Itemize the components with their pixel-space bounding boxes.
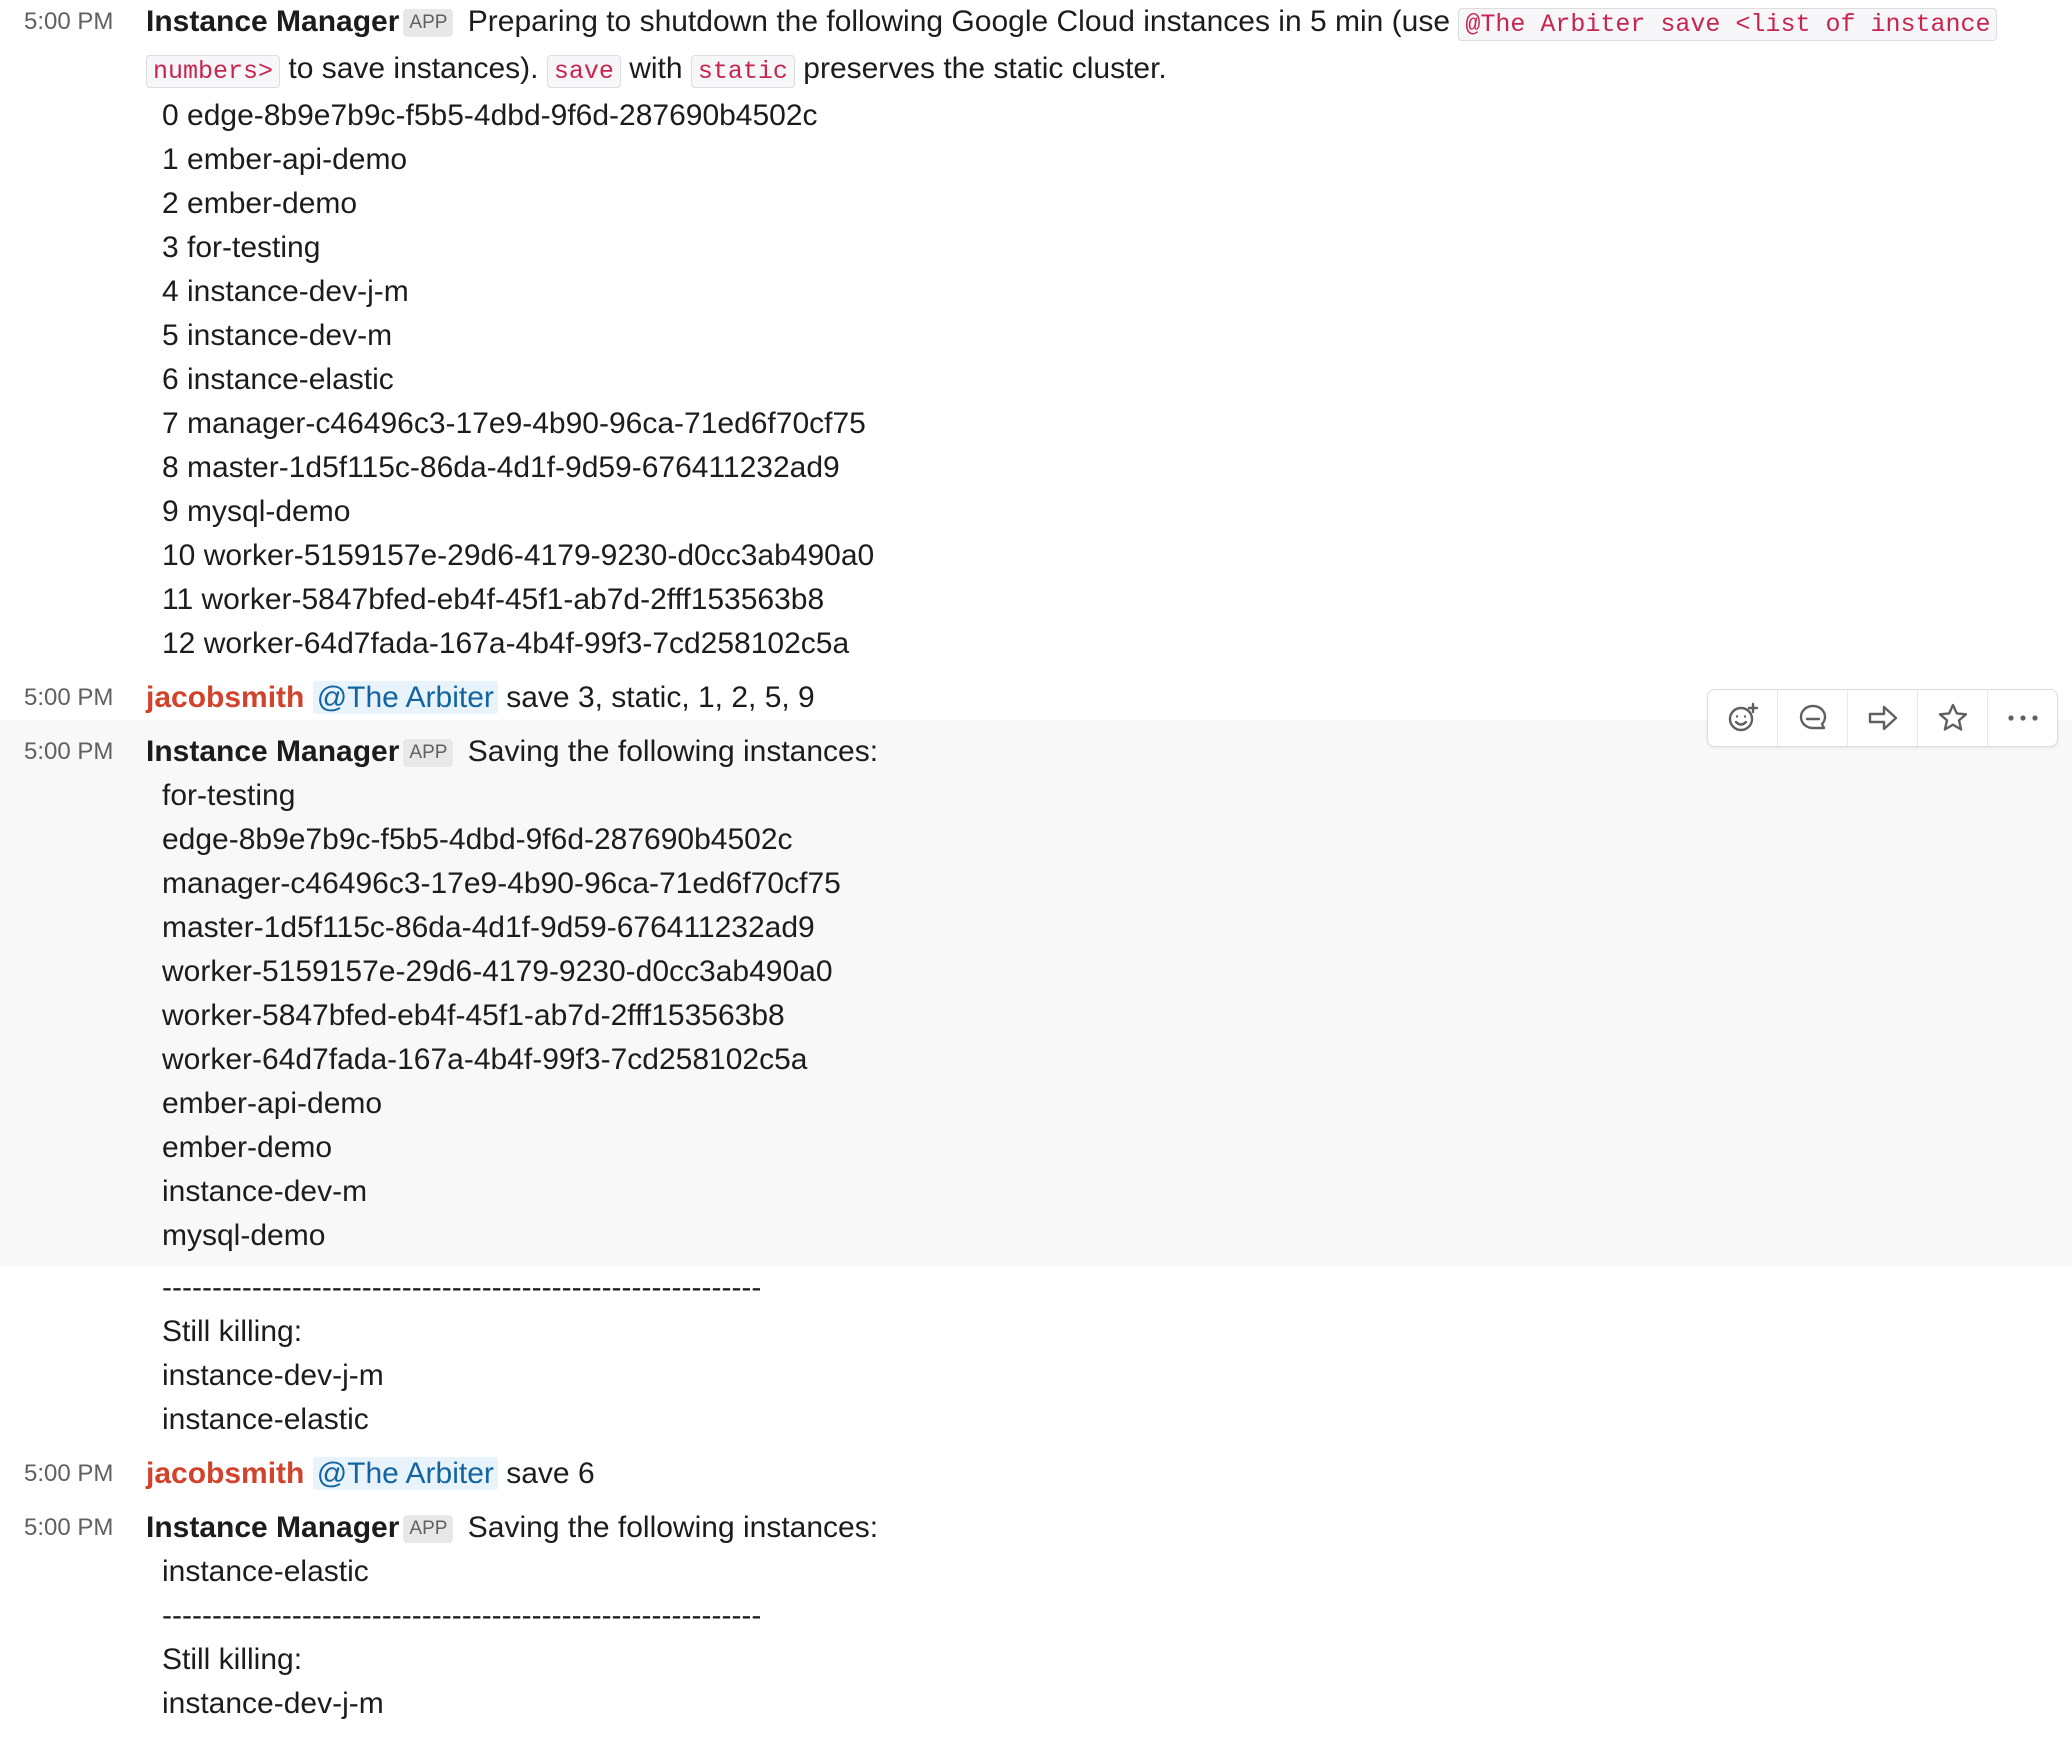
list-item: 9 mysql-demo [162, 495, 351, 528]
message-instance-manager-3[interactable] [0, 1496, 2072, 1726]
message-text: to save instances). [288, 52, 539, 85]
still-killing-label: Still killing: [162, 1643, 303, 1676]
code-snippet-save: save [547, 55, 621, 88]
code-snippet-static: static [691, 55, 795, 88]
still-killing-section [146, 1266, 2032, 1442]
list-item: ember-demo [162, 1131, 333, 1164]
divider-line: ------------------------------------------------------------ [162, 1271, 762, 1304]
author-name[interactable]: Instance Manager [146, 735, 400, 768]
list-item: edge-8b9e7b9c-f5b5-4dbd-9f6d-287690b4502c [162, 823, 793, 856]
code-snippet: numbers> [146, 55, 280, 88]
message-instance-manager-2-continued [0, 1266, 2072, 1442]
timestamp[interactable]: 5:00 PM [24, 1514, 114, 1541]
code-snippet: @The Arbiter save <list of instance [1458, 8, 1997, 41]
list-item: manager-c46496c3-17e9-4b90-96ca-71ed6f70cf75 [162, 867, 841, 900]
message-text: Saving the following instances: [467, 735, 879, 768]
list-item: 7 manager-c46496c3-17e9-4b90-96ca-71ed6f70cf75 [162, 407, 866, 440]
message-instance-manager-2[interactable] [0, 720, 2072, 1266]
list-item: 2 ember-demo [162, 187, 358, 220]
share-message-button[interactable] [1848, 690, 1918, 746]
saved-instance-list [146, 774, 2032, 1258]
list-item: instance-elastic [162, 1555, 369, 1588]
app-badge: APP [403, 1515, 453, 1543]
timestamp[interactable]: 5:00 PM [24, 1460, 114, 1487]
share-message-icon [1866, 702, 1900, 734]
author-name[interactable]: jacobsmith [146, 1457, 305, 1490]
timestamp[interactable]: 5:00 PM [24, 738, 114, 765]
user-mention[interactable]: @The Arbiter [313, 1457, 498, 1490]
message-header [146, 1452, 2032, 1496]
list-item: 4 instance-dev-j-m [162, 275, 409, 308]
message-instance-manager-1[interactable] [0, 0, 2072, 666]
app-badge: APP [403, 9, 453, 37]
timestamp[interactable]: 5:00 PM [24, 684, 114, 711]
message-text: preserves the static cluster. [803, 52, 1167, 85]
user-mention[interactable]: @The Arbiter [313, 681, 498, 714]
list-item: ember-api-demo [162, 1087, 383, 1120]
list-item: worker-5847bfed-eb4f-45f1-ab7d-2fff153563b8 [162, 999, 785, 1032]
message-text: with [629, 52, 683, 85]
message-text: save 3, static, 1, 2, 5, 9 [506, 681, 815, 714]
add-reaction-icon [1726, 701, 1760, 735]
author-name[interactable]: Instance Manager [146, 1511, 400, 1544]
reply-in-thread-icon [1797, 702, 1829, 734]
save-star-icon [1937, 702, 1969, 734]
message-header [146, 1506, 2032, 1550]
author-name[interactable]: Instance Manager [146, 5, 400, 38]
message-header [146, 0, 2032, 47]
list-item: 1 ember-api-demo [162, 143, 408, 176]
message-text: save 6 [506, 1457, 595, 1490]
list-item: instance-dev-m [162, 1175, 368, 1208]
list-item: 11 worker-5847bfed-eb4f-45f1-ab7d-2fff153563b8 [162, 583, 825, 616]
list-item: 10 worker-5159157e-29d6-4179-9230-d0cc3ab490a0 [162, 539, 875, 572]
app-badge: APP [403, 739, 453, 767]
list-item: instance-dev-j-m [162, 1359, 384, 1392]
reply-in-thread-button[interactable] [1778, 690, 1848, 746]
message-actions-toolbar [1707, 689, 2058, 747]
message-jacobsmith-2[interactable] [0, 1442, 2072, 1496]
more-actions-icon [2006, 713, 2040, 723]
timestamp[interactable]: 5:00 PM [24, 8, 114, 35]
list-item: mysql-demo [162, 1219, 326, 1252]
list-item: 5 instance-dev-m [162, 319, 393, 352]
list-item: 0 edge-8b9e7b9c-f5b5-4dbd-9f6d-287690b4502c [162, 99, 818, 132]
saved-instance-list [146, 1550, 2032, 1726]
save-message-button[interactable] [1918, 690, 1988, 746]
list-item: worker-64d7fada-167a-4b4f-99f3-7cd258102c5a [162, 1043, 808, 1076]
still-killing-label: Still killing: [162, 1315, 303, 1348]
list-item: 6 instance-elastic [162, 363, 394, 396]
divider-line: ------------------------------------------------------------ [162, 1599, 762, 1632]
message-text: Saving the following instances: [467, 1511, 879, 1544]
more-actions-button[interactable] [1988, 690, 2057, 746]
list-item: 8 master-1d5f115c-86da-4d1f-9d59-676411232ad9 [162, 451, 840, 484]
message-text: Preparing to shutdown the following Google Cloud instances in 5 min (use [467, 5, 1451, 38]
list-item: master-1d5f115c-86da-4d1f-9d59-676411232ad9 [162, 911, 815, 944]
list-item: instance-elastic [162, 1403, 369, 1436]
list-item: instance-dev-j-m [162, 1687, 384, 1720]
list-item: 12 worker-64d7fada-167a-4b4f-99f3-7cd258102c5a [162, 627, 850, 660]
message-text-line-2 [146, 47, 2032, 94]
list-item: for-testing [162, 779, 296, 812]
list-item: 3 for-testing [162, 231, 321, 264]
instance-list [146, 94, 2032, 666]
list-item: worker-5159157e-29d6-4179-9230-d0cc3ab490a0 [162, 955, 833, 988]
add-reaction-button[interactable] [1708, 690, 1778, 746]
author-name[interactable]: jacobsmith [146, 681, 305, 714]
